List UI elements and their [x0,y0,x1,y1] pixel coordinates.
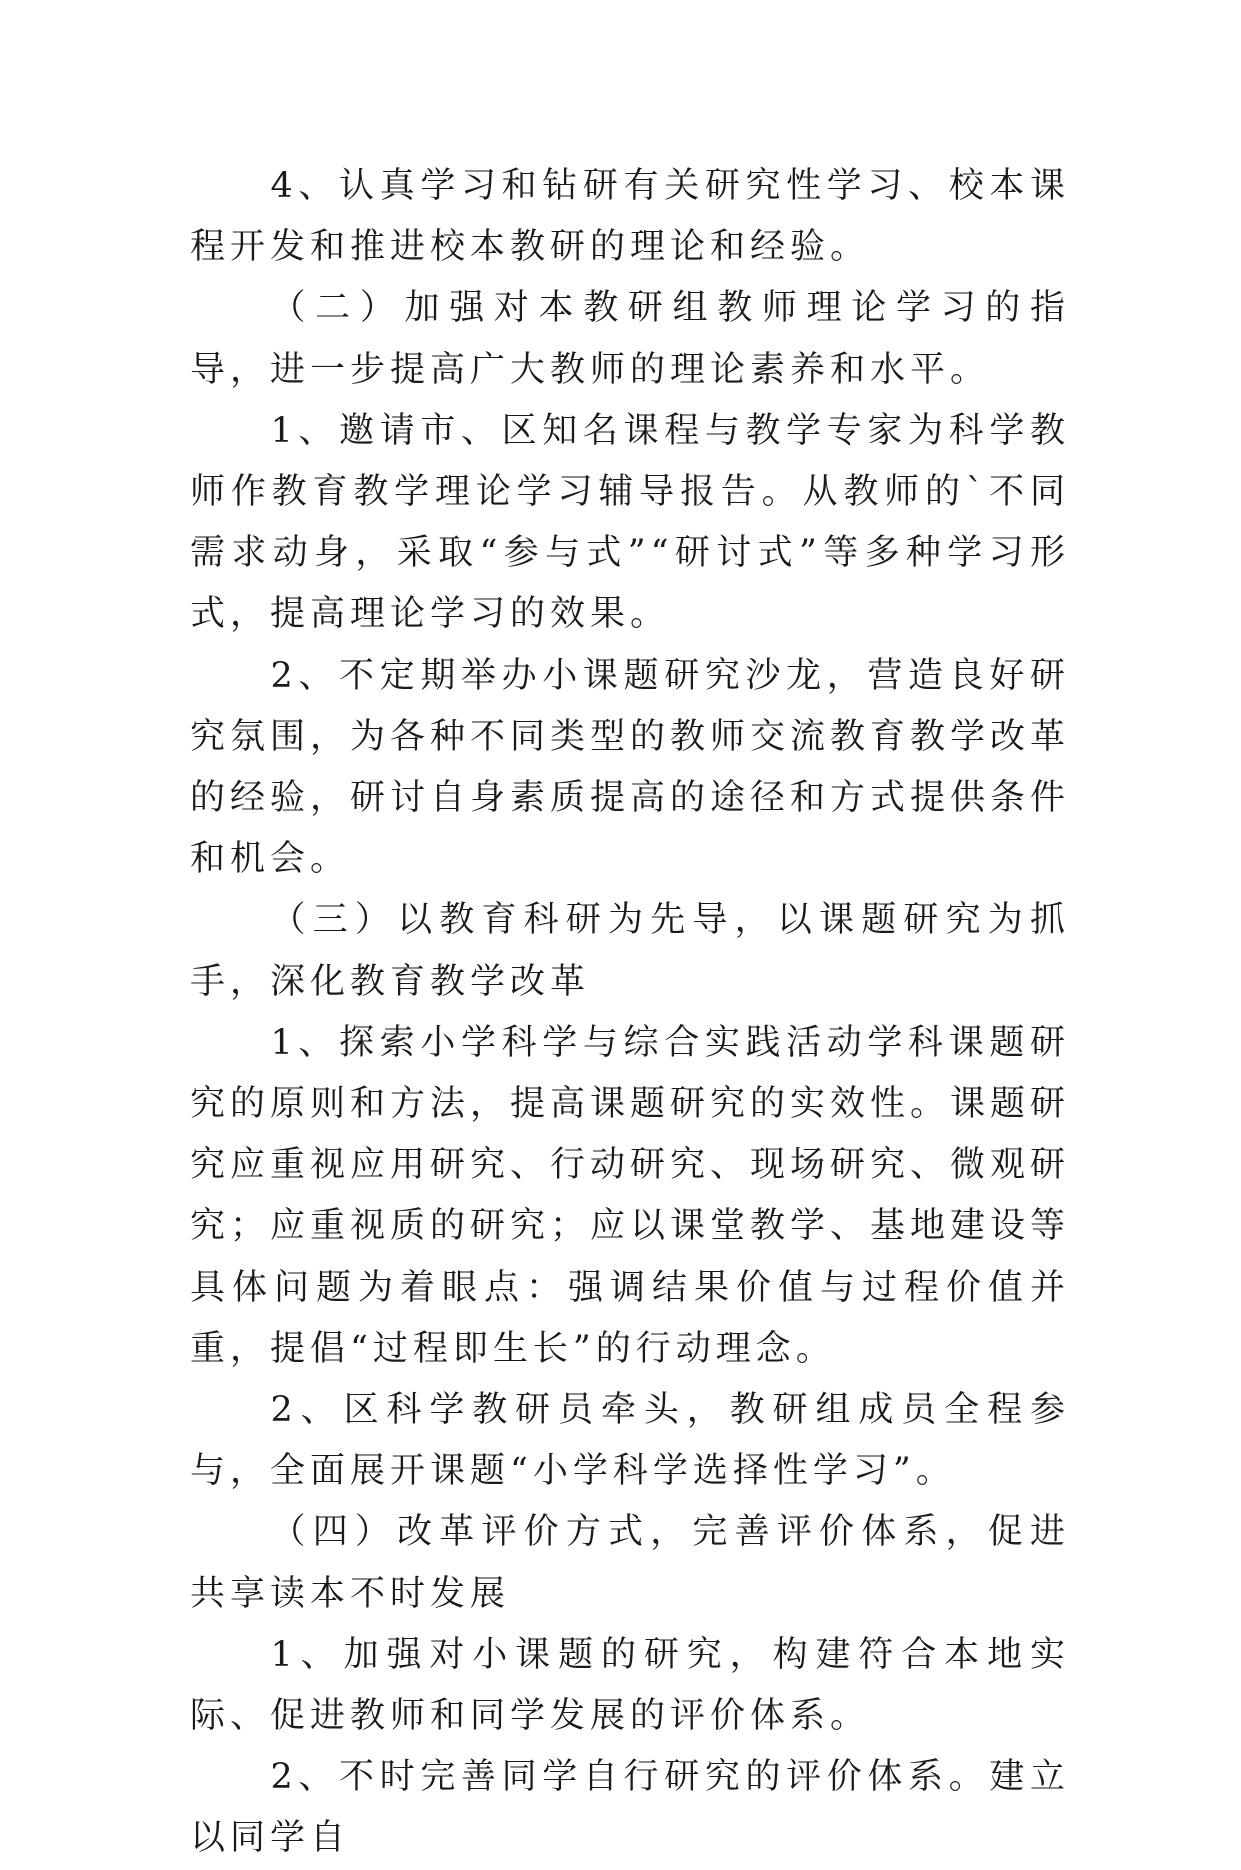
paragraph-expert-lectures: 1、邀请市、区知名课程与教学专家为科学教师作教育教学理论学习辅导报告。从教师的`不同需求动身，采取“参与式”“研讨式”等多种学习形式，提高理论学习的效果。 [190,410,1070,635]
paragraph-study-theory: 4、认真学习和钻研有关研究性学习、校本课程开发和推进校本教研的理论和经验。 [190,166,1070,268]
paragraph-evaluation-system: 1、加强对小课题的研究，构建符合本地实际、促进教师和同学发展的评价体系。 [190,1634,1070,1737]
section-heading-3: （三）以教育科研为先导，以课题研究为抓手，深化教育教学改革 [190,900,1070,1002]
paragraph-research-salon: 2、不定期举办小课题研究沙龙，营造良好研究氛围，为各种不同类型的教师交流教育教学改革的经验，研讨自身素质提高的途径和方式提供条件和机会。 [190,655,1071,880]
document-body [190,156,1070,1870]
section-heading-2: （二）加强对本教研组教师理论学习的指导，进一步提高广大教师的理论素养和水平。 [190,288,1070,390]
section-heading-4: （四）改革评价方式，完善评价体系，促进共享读本不时发展 [190,1512,1070,1614]
paragraph-project-launch: 2、区科学教研员牵头，教研组成员全程参与，全面展开课题“小学科学选择性学习”。 [190,1390,1070,1492]
paragraph-student-evaluation: 2、不时完善同学自行研究的评价体系。建立以同学自 [190,1757,1070,1859]
paragraph-research-principles: 1、探索小学科学与综合实践活动学科课题研究的原则和方法，提高课题研究的实效性。课题研究应重视应用研究、行动研究、现场研究、微观研究；应重视质的研究；应以课堂教学、基地建设等具体问题为着眼点：强调结果价值与过程价值并重，提倡“过程即生长”的行动理念。 [190,1022,1071,1369]
